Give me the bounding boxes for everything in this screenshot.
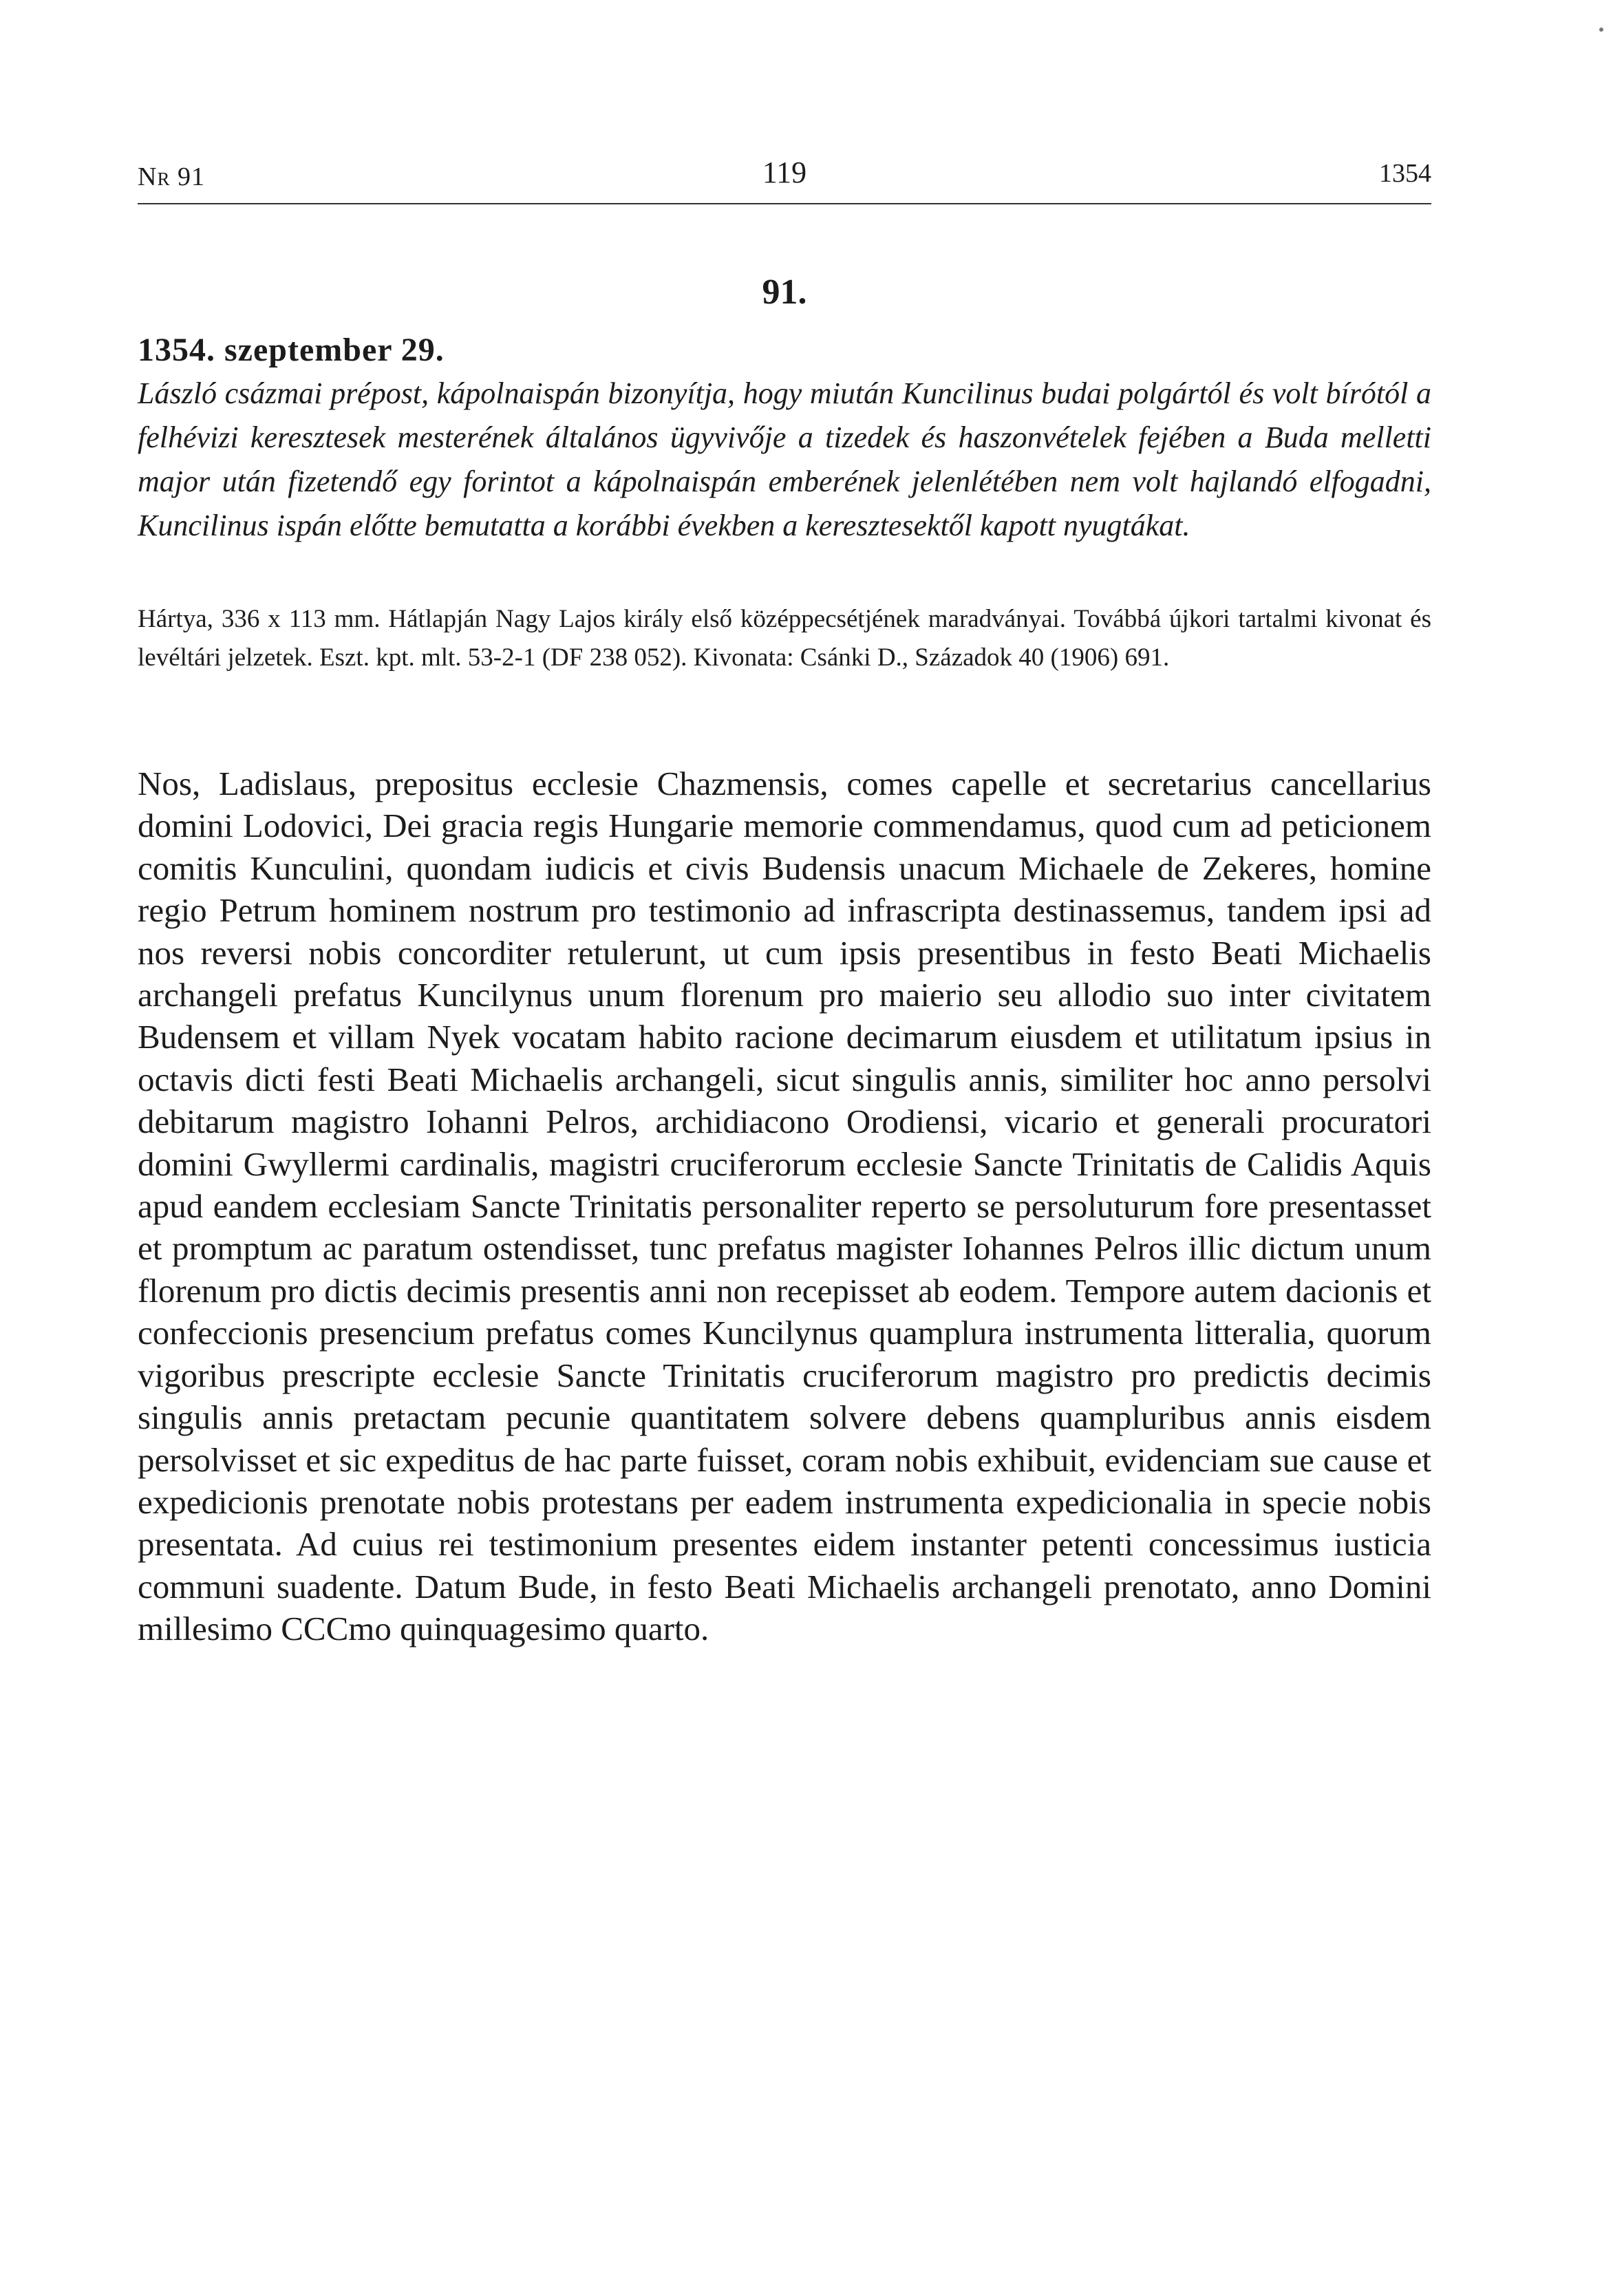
nr-value: 91 [177, 162, 205, 191]
document-number: 91. [762, 273, 807, 312]
running-header-year: 1354 [1379, 159, 1431, 188]
scan-mark [1599, 28, 1603, 32]
page-number: 119 [762, 156, 807, 189]
nr-label: Nr [138, 162, 171, 191]
regest-block [138, 329, 1431, 548]
archival-description: Hártya, 336 x 113 mm. Hátlapján Nagy Lajos király első középpecsétjének maradványai. Továbbá újkori tartalmi kivonat és levéltári jelzetek. Eszt. kpt. mlt. 53-2-1 (DF 238 052). Kivonata: Csánki D., Századok 40 (1906) 691. [138, 605, 1431, 672]
running-header [138, 148, 1431, 203]
regest-summary: László csázmai prépost, kápolnaispán bizonyítja, hogy miután Kuncilinus budai polgártól és volt bírótól a felhévizi keresztesek mesterének általános ügyvivője a tizedek és haszonvételek fejében a Buda melletti major után fizetendő egy forintot a kápolnaispán emberének jelenlétében nem volt hajlandó elfogadni, Kuncilinus ispán előtte bemutatta a korábbi években a keresztesektől kapott nyugtákat. [138, 376, 1431, 542]
document-date: 1354. szeptember 29. [138, 332, 445, 368]
book-page [138, 0, 1431, 2271]
header-divider [138, 203, 1431, 204]
charter-text: Nos, Ladislaus, prepositus ecclesie Chazmensis, comes capelle et secretarius cancellarius domini Lodovici, Dei gracia regis Hungarie memorie commendamus, quod cum ad peticionem comitis Kunculini, quondam iudicis et civis Budensis unacum Michaele de Zekeres, homine regio Petrum hominem nostrum pro testimonio ad infrascripta destinassemus, tandem ipsi ad nos reversi nobis concorditer retulerunt, ut cum ipsis presentibus in festo Beati Michaelis archangeli prefatus Kuncilynus unum florenum pro maierio seu allodio suo inter civitatem Budensem et villam Nyek vocatam habito racione decimarum eiusdem et utilitatum ipsius in octavis dicti festi Beati Michaelis archangeli, sicut singulis annis, similiter hoc anno persolvi debitarum magistro Iohanni Pelros, archidiacono Orodiensi, vicario et generali procuratori domini Gwyllermi cardinalis, magistri cruciferorum ecclesie Sancte Trinitatis de Calidis Aquis apud eandem ecclesiam Sancte Trinitatis personaliter reperto se persoluturum fore presentasset et promptum ac paratum ostendisset, tunc prefatus magister Iohannes Pelros illic dictum unum florenum pro dictis decimis presentis anni non recepisset ab eodem. Tempore autem dacionis et confeccionis presencium prefatus comes Kuncilynus quamplura instrumenta litteralia, quorum vigoribus prescripte ecclesie Sancte Trinitatis cruciferorum magistro pro predictis decimis singulis annis pretactam pecunie quantitatem solvere debens quampluribus annis eisdem persolvisset et sic expeditus de hac parte fuisset, coram nobis exhibuit, evidenciam sue cause et expedicionis prenotate nobis protestans per eadem instrumenta expedicionalia in specie nobis presentata. Ad cuius rei testimonium presentes eidem instanter petenti concessimus iusticia communi suadente. Datum Bude, in festo Beati Michaelis archangeli prenotato, anno Domini millesimo CCCmo quinquagesimo quarto. [138, 765, 1431, 1648]
